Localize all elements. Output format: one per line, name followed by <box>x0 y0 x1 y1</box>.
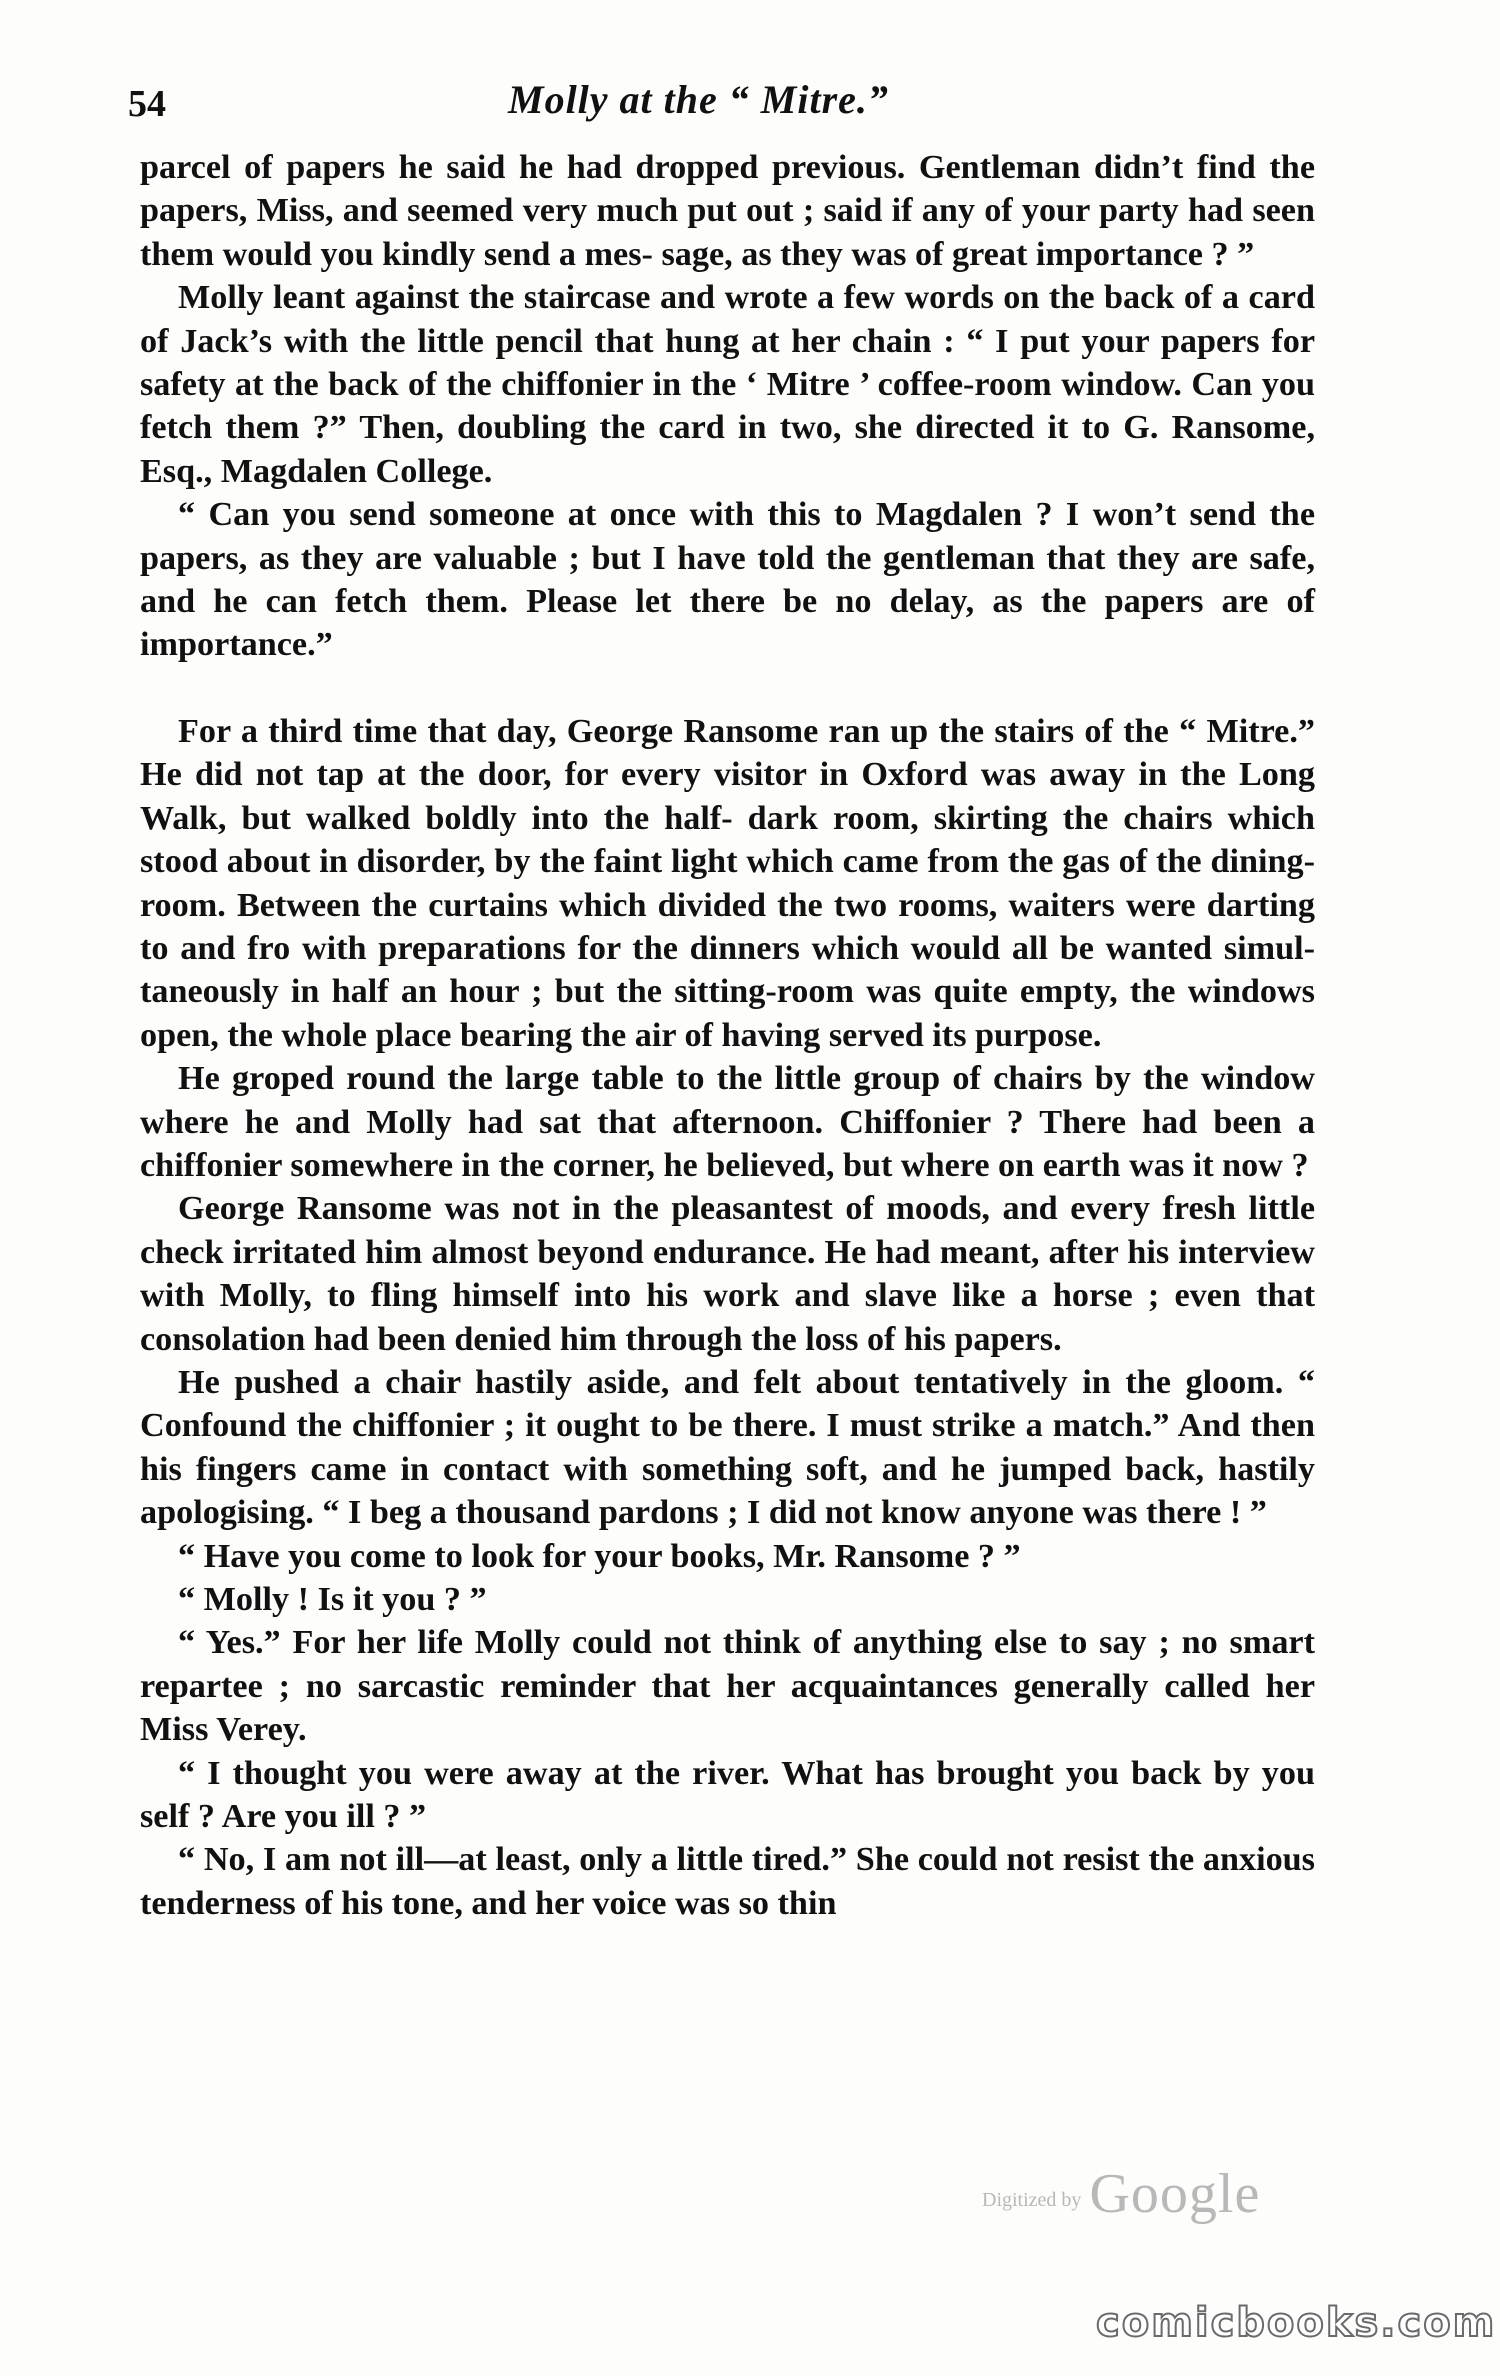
paragraph-4: For a third time that day, George Ransome ran up the stairs of the “ Mitre.” He did not tap at the door, for every visitor in Oxford was away in the Long Walk, but walked boldly into the half- dark room, skirting the chairs which stood about in disorder, by the faint light which came from the gas of the dining-room. Between the curtains which divided the two rooms, waiters were darting to and fro with preparations for the dinners which would all be wanted simul- taneously in half an hour ; but the sitting-room was quite empty, the windows open, the whole place bearing the air of having served its purpose. <box>140 712 1315 1054</box>
paragraph-11: “ I thought you were away at the river. What has brought you back by you self ? Are you ill ? ” <box>140 1754 1315 1836</box>
paragraph-10: “ Yes.” For her life Molly could not think of anything else to say ; no smart repartee ; no sarcastic reminder that her acquaintances generally called her Miss Verey. <box>140 1624 1315 1749</box>
paragraph-1: parcel of papers he said he had dropped previous. Gentleman didn’t find the papers, Miss, and seemed very much put out ; said if any of your party had seen them would you kindly send a mes- sage, as they was of great importance ? ” <box>140 149 1315 273</box>
paragraph-6: George Ransome was not in the pleasantest of moods, and every fresh little check irritated him almost beyond endurance. He had meant, after his interview with Molly, to fling himself into his work and slave like a horse ; even that consolation had been denied him through the loss of his papers. <box>140 1190 1315 1358</box>
digitized-by-google-watermark <box>982 2162 1260 2226</box>
paragraph-2: Molly leant against the staircase and wrote a few words on the back of a card of Jack’s with the little pencil that hung at her chain : “ I put your papers for safety at the back of the chiffonier in the ‘ Mitre ’ coffee-room window. Can you fetch them ?” Then, doubling the card in two, she directed it to G. Ransome, Esq., Magdalen College. <box>140 279 1315 490</box>
digitized-by-label: Digitized by <box>982 2189 1082 2211</box>
page-header <box>128 70 1328 130</box>
running-title: Molly at the “ Mitre.” <box>508 77 889 122</box>
google-logo-text: Google <box>1089 2163 1261 2225</box>
paragraph-5: He groped round the large table to the little group of chairs by the window where he and Molly had sat that afternoon. Chiffonier ? There had been a chiffonier somewhere in the corner, he believed, but where on earth was it now ? <box>140 1060 1315 1184</box>
page-number: 54 <box>128 83 166 125</box>
paragraph-8: “ Have you come to look for your books, Mr. Ransome ? ” <box>178 1537 1021 1575</box>
body-text <box>140 146 1315 1925</box>
paragraph-9: “ Molly ! Is it you ? ” <box>178 1581 487 1618</box>
paragraph-7: He pushed a chair hastily aside, and felt about tentatively in the gloom. “ Confound the chiffonier ; it ought to be there. I must strike a match.” And then his fingers came in contact with something soft, and he jumped back, hastily apologising. “ I beg a thousand pardons ; I did not know anyone was there ! ” <box>140 1363 1315 1532</box>
paragraph-12: “ No, I am not ill—at least, only a little tired.” She could not resist the anxious tenderness of his tone, and her voice was so thin <box>140 1841 1315 1922</box>
paragraph-3: “ Can you send someone at once with this to Magdalen ? I won’t send the papers, as they are valuable ; but I have told the gentleman that they are safe, and he can fetch them. Please let there be no delay, as the papers are of importance.” <box>140 496 1315 664</box>
site-watermark: comicbooks.com <box>1096 2300 1497 2346</box>
